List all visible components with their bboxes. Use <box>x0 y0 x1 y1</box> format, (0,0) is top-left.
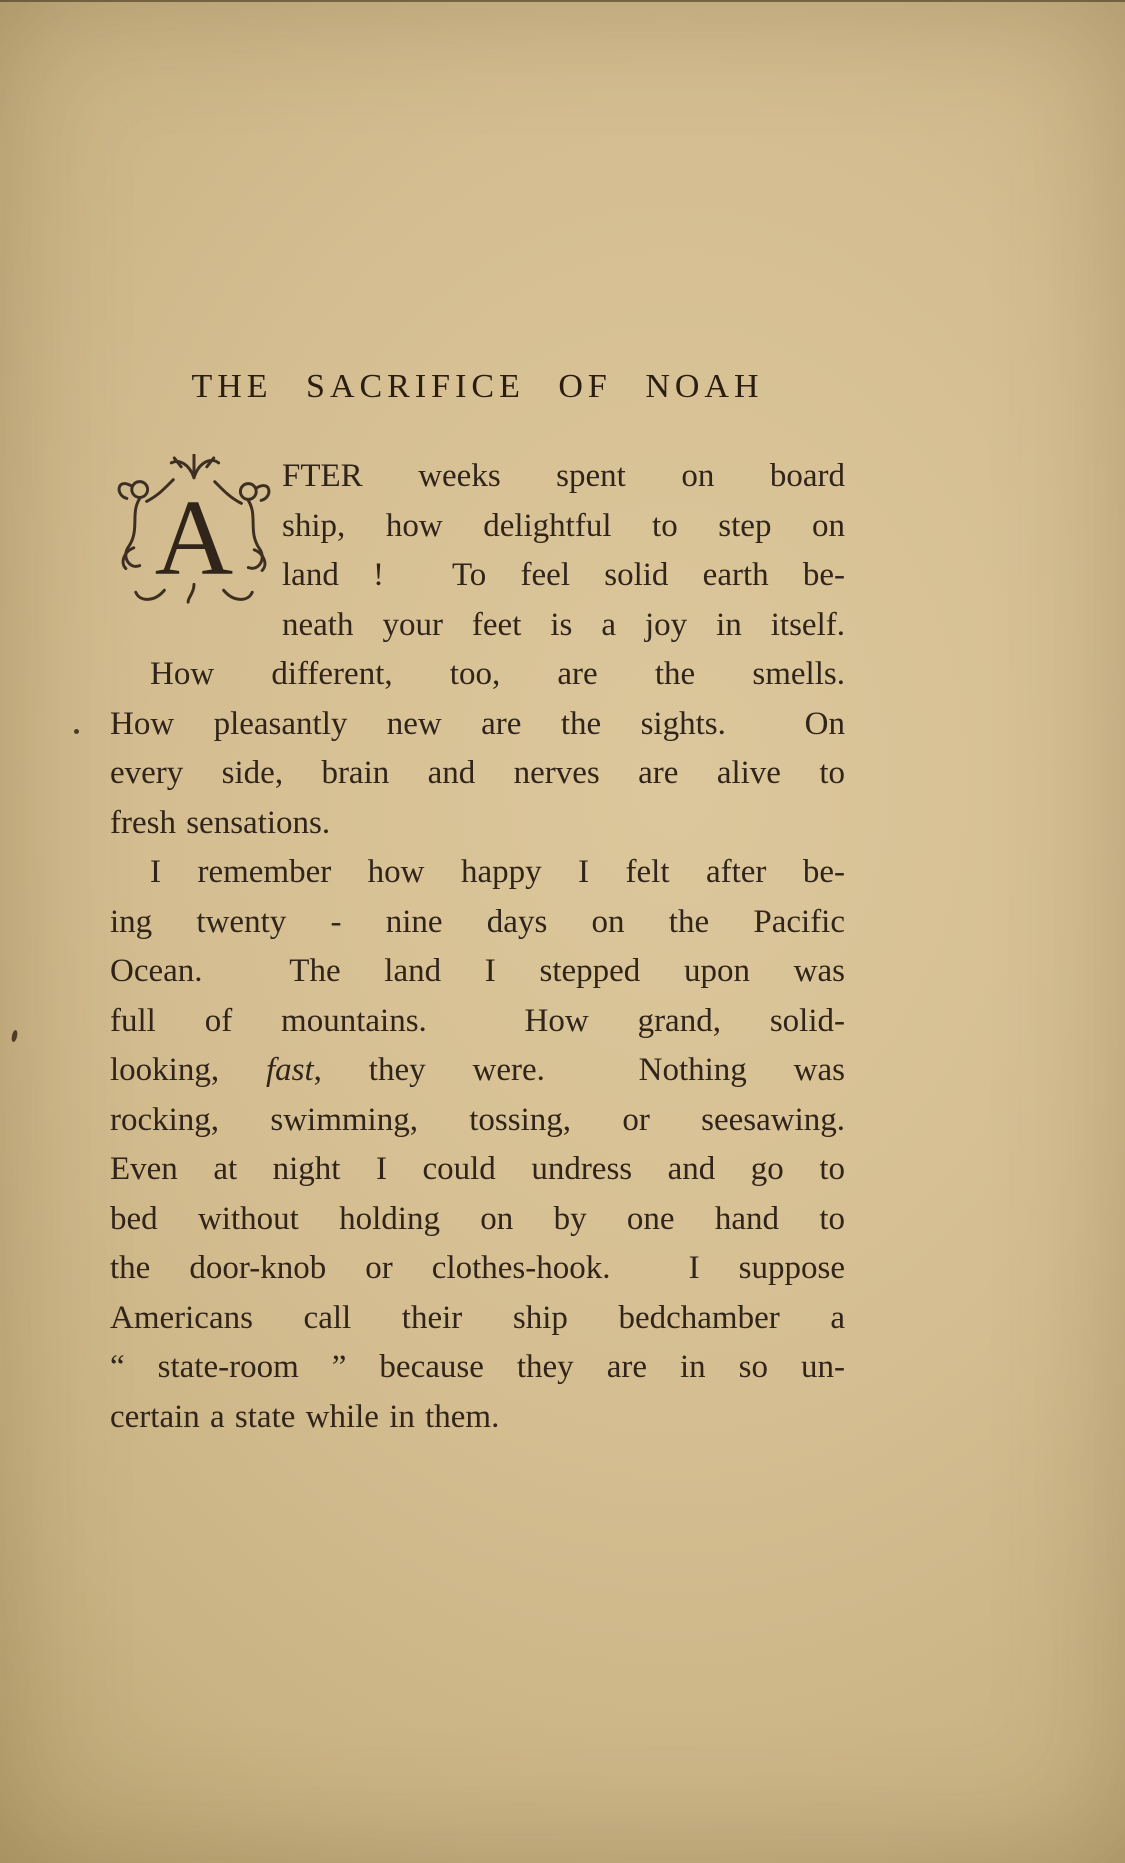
text-segment: Ocean. The land I stepped upon was <box>110 953 845 989</box>
text-line <box>110 1145 845 1195</box>
text-segment: every side, brain and nerves are alive to <box>110 755 845 791</box>
text-segment: bed without holding on by one hand to <box>110 1200 845 1237</box>
scan-speck <box>74 729 79 734</box>
text-segment: certain a state while in them. <box>110 1398 500 1435</box>
svg-text:A: A <box>154 477 234 598</box>
text-segment: the door-knob or clothes-hook. I suppose <box>110 1250 845 1286</box>
text-segment: neath your feet is a joy in itself. <box>282 606 845 643</box>
text-segment: Americans call their ship bedchamber a <box>110 1299 845 1336</box>
text-segment: land ! To feel solid earth be- <box>282 557 845 593</box>
text-segment: , they were. Nothing was <box>313 1052 846 1088</box>
text-line <box>110 1393 845 1443</box>
text-segment: I remember how happy I felt after be- <box>150 854 845 890</box>
text-line <box>110 700 845 750</box>
text-segment: How pleasantly new are the sights. On <box>110 705 845 742</box>
italic-word: fast <box>265 1052 314 1088</box>
text-line <box>110 799 845 849</box>
text-segment: FTER weeks spent on board <box>282 458 845 494</box>
text-segment: ship, how delightful to step on <box>282 507 845 544</box>
text-line <box>110 997 845 1047</box>
text-line <box>110 1343 845 1393</box>
text-segment: How different, too, are the smells. <box>150 656 845 692</box>
text-line <box>110 898 845 948</box>
text-column <box>110 452 845 1442</box>
text-segment: rocking, swimming, tossing, or seesawing. <box>110 1101 845 1138</box>
text-line <box>110 848 845 898</box>
text-segment: full of mountains. How grand, solid- <box>110 1002 845 1039</box>
text-line <box>110 1096 845 1146</box>
text-line <box>110 749 845 799</box>
text-segment: “ state-room ” because they are in so un- <box>110 1349 845 1385</box>
text-line <box>110 947 845 997</box>
text-line <box>110 1195 845 1245</box>
text-line <box>110 1046 845 1096</box>
text-line <box>110 1244 845 1294</box>
scan-speck <box>11 1030 18 1043</box>
text-segment: looking, <box>110 1052 266 1088</box>
chapter-title: THE SACRIFICE OF NOAH <box>191 368 764 405</box>
text-segment: ing twenty - nine days on the Pacific <box>110 903 845 940</box>
text-segment: fresh sensations. <box>110 804 331 841</box>
text-line <box>110 650 845 700</box>
drop-cap-ornament-icon <box>110 454 278 610</box>
text-segment: Even at night I could undress and go to <box>110 1151 845 1187</box>
drop-cap-initial <box>110 452 282 614</box>
text-line <box>110 1294 845 1344</box>
